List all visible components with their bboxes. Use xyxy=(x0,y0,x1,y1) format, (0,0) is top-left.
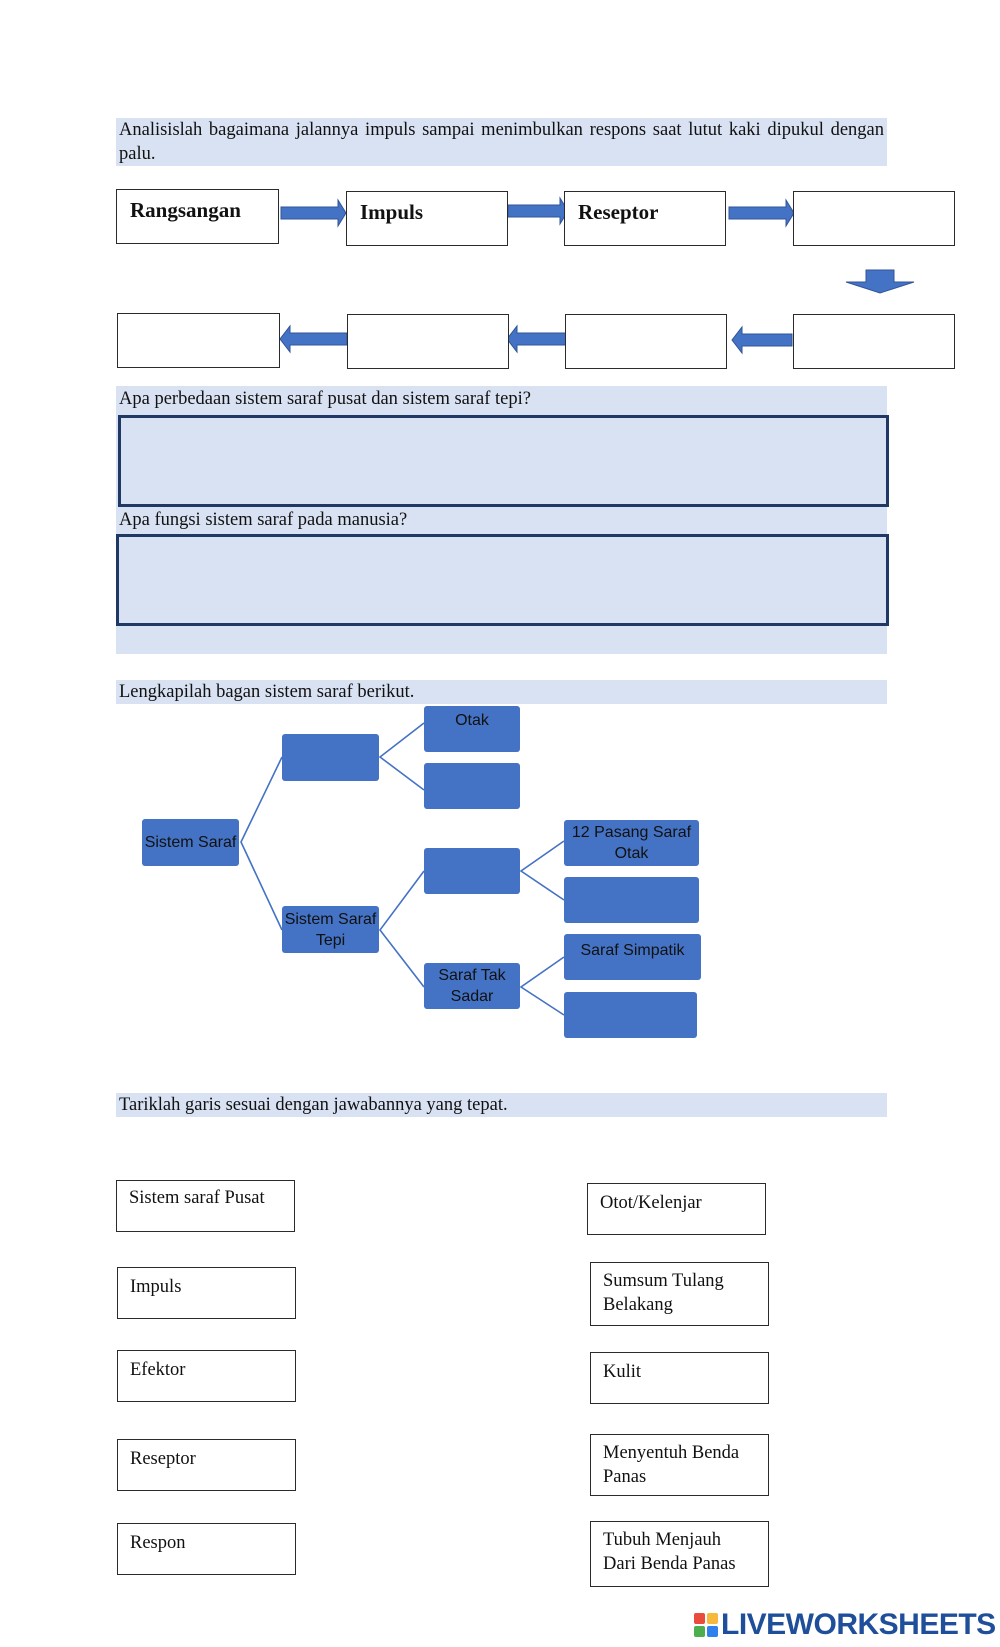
liveworksheets-logo xyxy=(694,1609,996,1641)
brand-name: LIVEWORKSHEETS xyxy=(721,1608,996,1641)
question-impulse-path: Analisislah bagaimana jalannya impuls sampai menimbulkan respons saat lutut kaki dipukul dengan palu. xyxy=(119,120,884,164)
flow-box-impuls: Impuls xyxy=(346,191,508,246)
node-saraf-simpatik: Saraf Simpatik xyxy=(564,934,701,980)
match-left-item[interactable]: Efektor xyxy=(117,1350,296,1402)
flow-box-rangsangan: Rangsangan xyxy=(116,189,279,244)
match-right-item[interactable]: Kulit xyxy=(590,1352,769,1404)
node-answer-blank[interactable] xyxy=(564,992,697,1038)
node-answer-blank[interactable] xyxy=(564,877,699,923)
node-12-pasang-saraf-otak: 12 Pasang Saraf Otak xyxy=(564,820,699,866)
question-tarik-garis: Tariklah garis sesuai dengan jawabannya yang tepat. xyxy=(119,1095,508,1115)
flow-box-reseptor: Reseptor xyxy=(564,191,726,246)
match-right-item[interactable]: Tubuh Menjauh Dari Benda Panas xyxy=(590,1521,769,1587)
question-pusat-tepi: Apa perbedaan sistem saraf pusat dan sistem saraf tepi? xyxy=(119,389,531,409)
match-right-item[interactable]: Sumsum Tulang Belakang xyxy=(590,1262,769,1326)
node-saraf-tak-sadar: Saraf Tak Sadar xyxy=(424,963,520,1009)
match-left-item[interactable]: Reseptor xyxy=(117,1439,296,1491)
node-sistem-saraf: Sistem Saraf xyxy=(142,819,239,866)
match-right-item[interactable]: Otot/Kelenjar xyxy=(587,1183,766,1235)
node-sistem-saraf-tepi: Sistem Saraf Tepi xyxy=(282,906,379,953)
match-right-item[interactable]: Menyentuh Benda Panas xyxy=(590,1434,769,1496)
match-left-item[interactable]: Respon xyxy=(117,1523,296,1575)
node-answer-blank[interactable] xyxy=(282,734,379,781)
question-bagan: Lengkapilah bagan sistem saraf berikut. xyxy=(119,682,415,702)
liveworksheets-mark-icon xyxy=(694,1613,718,1637)
match-left-item[interactable]: Impuls xyxy=(117,1267,296,1319)
question-fungsi-saraf: Apa fungsi sistem saraf pada manusia? xyxy=(119,510,408,530)
node-answer-blank[interactable] xyxy=(424,848,520,894)
node-answer-blank[interactable] xyxy=(424,763,520,809)
match-left-item[interactable]: Sistem saraf Pusat xyxy=(116,1180,295,1232)
node-otak: Otak xyxy=(424,706,520,752)
